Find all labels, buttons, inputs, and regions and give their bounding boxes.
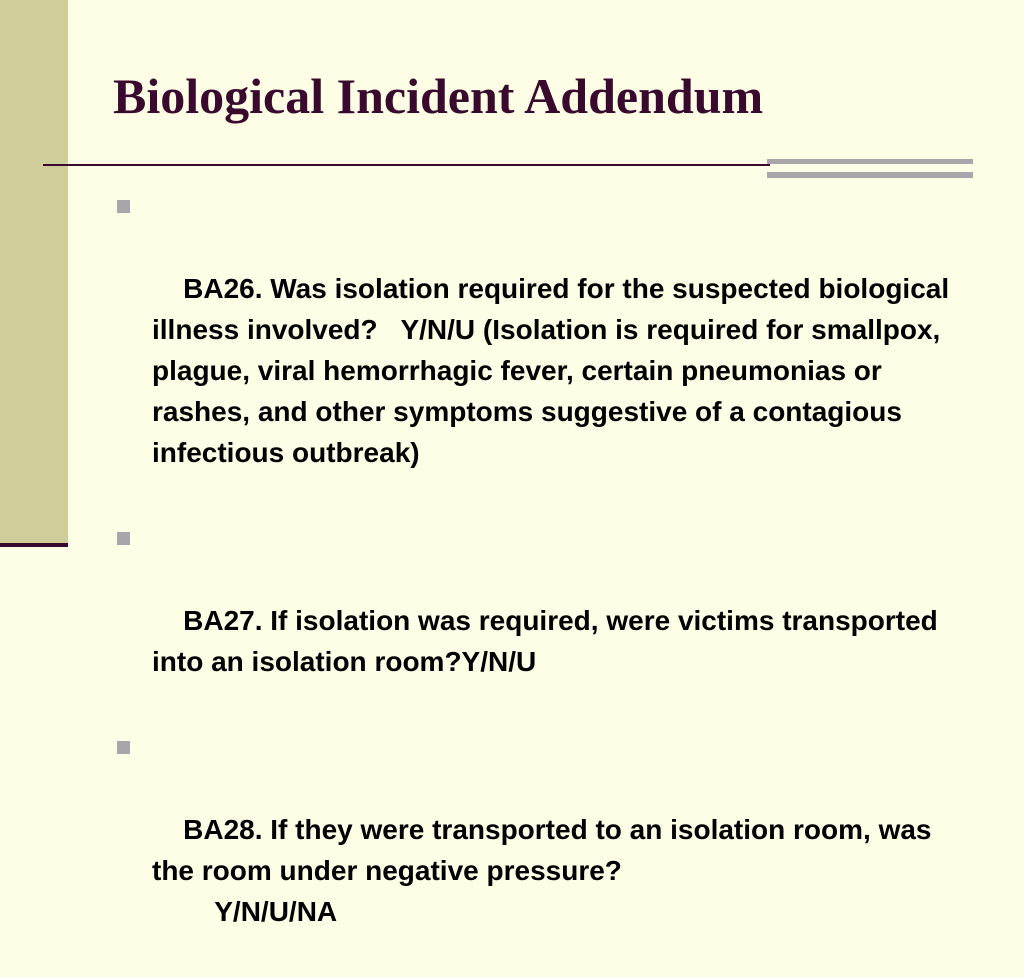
slide-title: Biological Incident Addendum [113, 68, 764, 124]
bullet-item-ba28 [115, 727, 975, 973]
decorative-bar-lower [767, 172, 973, 178]
bullet-text-ba28: BA28. If they were transported to an isolation room, was the room under negative pressure? Y/N/U/NA [152, 814, 932, 927]
bullet-text-ba27: BA27. If isolation was required, were victims transported into an isolation room?Y/N/U [152, 605, 946, 677]
left-decorative-band [0, 0, 68, 544]
square-bullet-icon [117, 532, 130, 545]
square-bullet-icon [117, 741, 130, 754]
left-band-rule [0, 543, 68, 547]
decorative-bar-upper [767, 159, 973, 164]
title-underline-rule [43, 164, 770, 166]
square-bullet-icon [117, 200, 130, 213]
bullet-list [115, 186, 975, 977]
bullet-item-ba27 [115, 518, 975, 723]
bullet-text-ba26: BA26. Was isolation required for the suspected biological illness involved? Y/N/U (Isolation is required for smallpox, plague, viral hemorrhagic fever, certain pneumonias or rashes, and other symptoms suggestive of a contagious infectious outbreak) [152, 273, 957, 468]
bullet-item-ba26 [115, 186, 975, 514]
